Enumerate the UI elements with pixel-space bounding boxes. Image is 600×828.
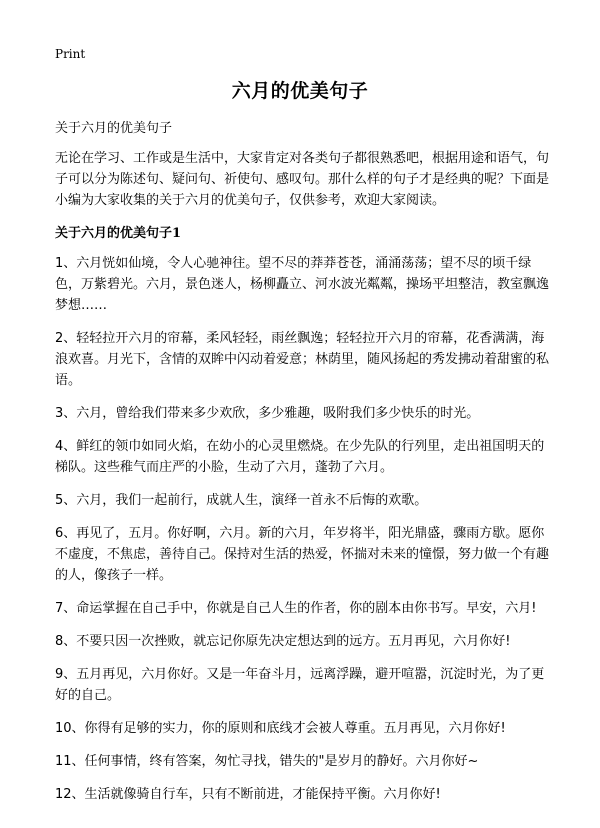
list-item: 11、任何事情，终有答案，匆忙寻找，错失的"是岁月的静好。六月你好~: [55, 754, 479, 769]
list-item: 9、五月再见，六月你好。又是一年奋斗月，远离浮躁，避开喧嚣，沉淀时光，为了更好的自己。: [55, 667, 545, 703]
list-item: 3、六月，曾给我们带来多少欢欣，多少雅趣，吸附我们多少快乐的时光。: [55, 406, 480, 421]
subtitle: 关于六月的优美句子: [55, 121, 173, 136]
print-link[interactable]: Print: [55, 47, 86, 61]
list-item: 10、你得有足够的实力，你的原则和底线才会被人尊重。五月再见，六月你好!: [55, 721, 506, 736]
list-item: 8、不要只因一次挫败，就忘记你原先决定想达到的远方。五月再见，六月你好!: [55, 634, 511, 649]
list-item: 4、鲜红的领巾如同火焰，在幼小的心灵里燃烧。在少先队的行列里，走出祖国明天的梯队。这些稚气而庄严的小脸，生动了六月，蓬勃了六月。: [55, 439, 545, 475]
list-item: 1、六月恍如仙境，令人心驰神往。望不尽的莽莽苍苍，涌涌荡荡；望不尽的顷千绿色，万紫碧光。六月，景色迷人，杨柳矗立、河水波光粼粼，操场平坦整洁，教室飘逸梦想……: [55, 256, 550, 313]
page-title: 六月的优美句子: [231, 80, 369, 102]
list-item: 2、轻轻拉开六月的帘幕，柔风轻轻，雨丝飘逸；轻轻拉开六月的帘幕，花香满满，海浪欢喜。月光下，含情的双眸中闪动着爱意；林荫里，随风扬起的秀发拂动着甜蜜的私语。: [55, 331, 550, 388]
list-item: 6、再见了，五月。你好啊，六月。新的六月，年岁将半，阳光鼎盛，骤雨方歇。愿你不虚度，不焦虑，善待自己。保持对生活的热爱，怀揣对未来的憧憬，努力做一个有趣的人，像孩子一样。: [55, 526, 550, 583]
list-item: 7、命运掌握在自己手中，你就是自己人生的作者，你的剧本由你书写。早安，六月!: [55, 601, 537, 616]
list-item: 12、生活就像骑自行车，只有不断前进，才能保持平衡。六月你好!: [55, 787, 441, 802]
intro-paragraph: 无论在学习、工作或是生活中，大家肯定对各类句子都很熟悉吧，根据用途和语气，句子可以分为陈述句、疑问句、祈使句、感叹句。那什么样的句子才是经典的呢？下面是小编为大家收集的关于六月的优美句子，仅供参考，欢迎大家阅读。: [55, 151, 550, 208]
article-content: [55, 118, 550, 817]
list-item: 5、六月，我们一起前行，成就人生，演绎一首永不后悔的欢歌。: [55, 493, 428, 508]
section-heading: 关于六月的优美句子1: [55, 226, 182, 241]
